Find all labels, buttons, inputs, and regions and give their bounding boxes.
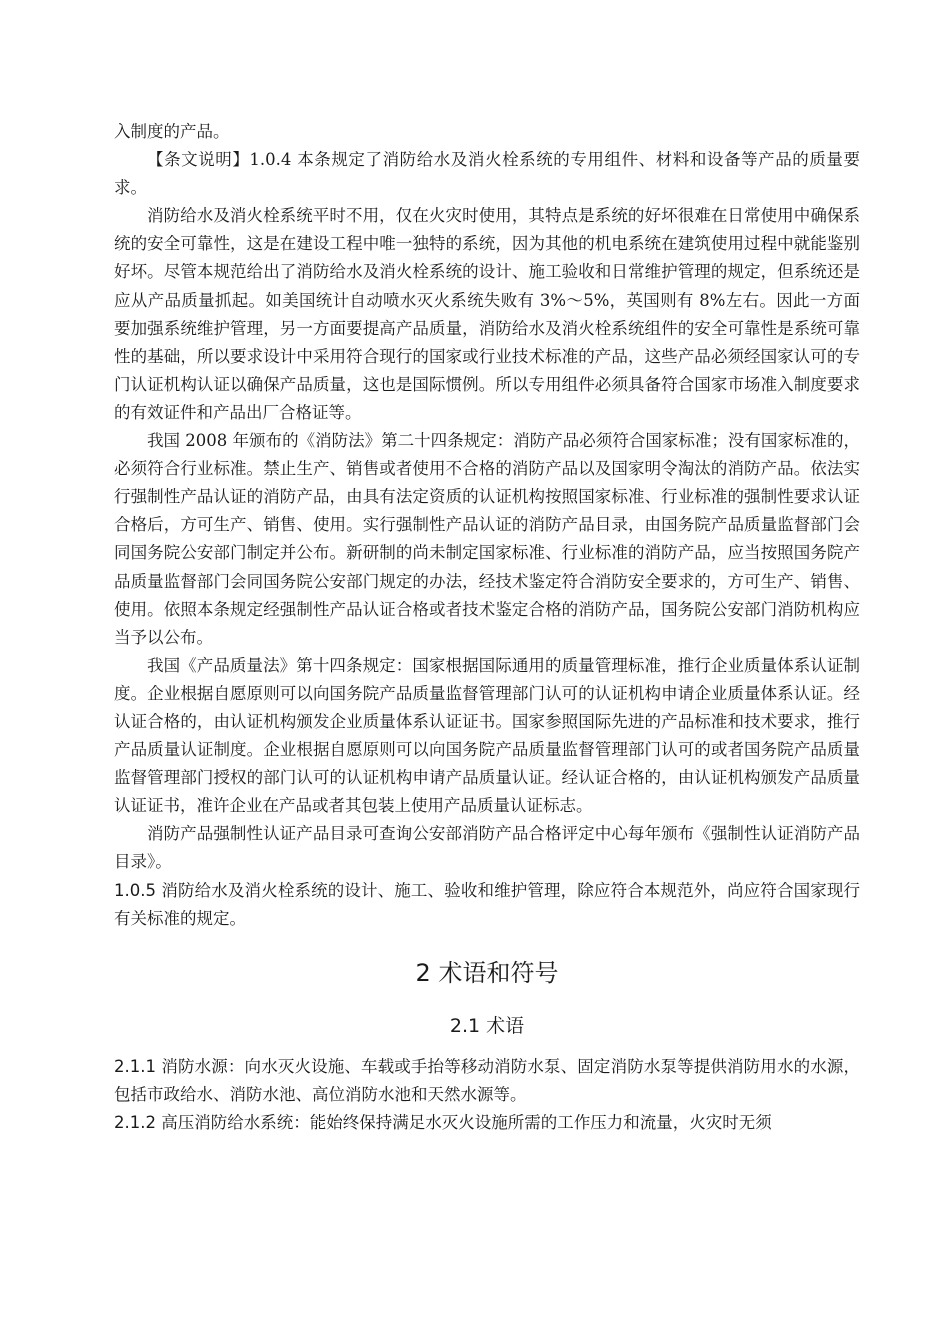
page-content xyxy=(114,118,860,1137)
paragraph-quality-law: 我国《产品质量法》第十四条规定：国家根据国际通用的质量管理标准，推行企业质量体系认证制度。企业根据自愿原则可以向国务院产品质量监督管理部门认可的认证机构申请企业质量体系认证。经认证合格的，由认证机构颁发企业质量体系认证证书。国家参照国际先进的产品标准和技术要求，推行产品质量认证制度。企业根据自愿原则可以向国务院产品质量监督管理部门认可的或者国务院产品质量监督管理部门授权的部门认可的认证机构申请产品质量认证。经认证合格的，由认证机构颁发产品质量认证证书，准许企业在产品或者其包装上使用产品质量认证标志。 xyxy=(114,655,860,816)
chapter-heading: 2 术语和符号 xyxy=(415,958,559,987)
paragraph-product-catalog: 消防产品强制性认证产品目录可查询公安部消防产品合格评定中心每年颁布《强制性认证消防产品目录》。 xyxy=(114,824,860,872)
paragraph-system-reliability: 消防给水及消火栓系统平时不用，仅在火灾时使用，其特点是系统的好坏很难在日常使用中确保系统的安全可靠性，这是在建设工程中唯一独特的系统，因为其他的机电系统在建筑使用过程中就能鉴别好坏。尽管本规范给出了消防给水及消火栓系统的设计、施工验收和日常维护管理的规定，但系统还是应从产品质量抓起。如美国统计自动喷水灭火系统失败有 3%～5%，英国则有 8%左右。因此一方面要加强系统维护管理，另一方面要提高产品质量，消防给水及消火栓系统组件的安全可靠性是系统可靠性的基础，所以要求设计中采用符合现行的国家或行业技术标准的产品，这些产品必须经国家认可的专门认证机构认证以确保产品质量，这也是国际惯例。所以专用组件必须具备符合国家市场准入制度要求的有效证件和产品出厂合格证等。 xyxy=(114,206,860,422)
section-heading: 2.1 术语 xyxy=(449,1014,525,1037)
paragraph-continuation: 入制度的产品。 xyxy=(114,122,230,141)
clause-2-1-2: 2.1.2 高压消防给水系统：能始终保持满足水灭火设施所需的工作压力和流量，火灾时无须 xyxy=(114,1112,772,1132)
paragraph-clause-note: 【条文说明】1.0.4 本条规定了消防给水及消火栓系统的专用组件、材料和设备等产品的质量要求。 xyxy=(114,150,860,198)
paragraph-fire-law: 我国 2008 年颁布的《消防法》第二十四条规定：消防产品必须符合国家标准；没有国家标准的，必须符合行业标准。禁止生产、销售或者使用不合格的消防产品以及国家明令淘汰的消防产品。依法实行强制性产品认证的消防产品，由具有法定资质的认证机构按照国家标准、行业标准的强制性要求认证合格后，方可生产、销售、使用。实行强制性产品认证的消防产品目录，由国务院产品质量监督部门会同国务院公安部门制定并公布。新研制的尚未制定国家标准、行业标准的消防产品，应当按照国务院产品质量监督部门会同国务院公安部门规定的办法，经技术鉴定符合消防安全要求的，方可生产、销售、使用。依照本条规定经强制性产品认证合格或者技术鉴定合格的消防产品，国务院公安部门消防机构应当予以公布。 xyxy=(114,431,860,647)
clause-2-1-1: 2.1.1 消防水源：向水灭火设施、车载或手抬等移动消防水泵、固定消防水泵等提供消防用水的水源，包括市政给水、消防水池、高位消防水池和天然水源等。 xyxy=(114,1056,860,1104)
clause-1-0-5: 1.0.5 消防给水及消火栓系统的设计、施工、验收和维护管理，除应符合本规范外，尚应符合国家现行有关标准的规定。 xyxy=(114,880,860,928)
